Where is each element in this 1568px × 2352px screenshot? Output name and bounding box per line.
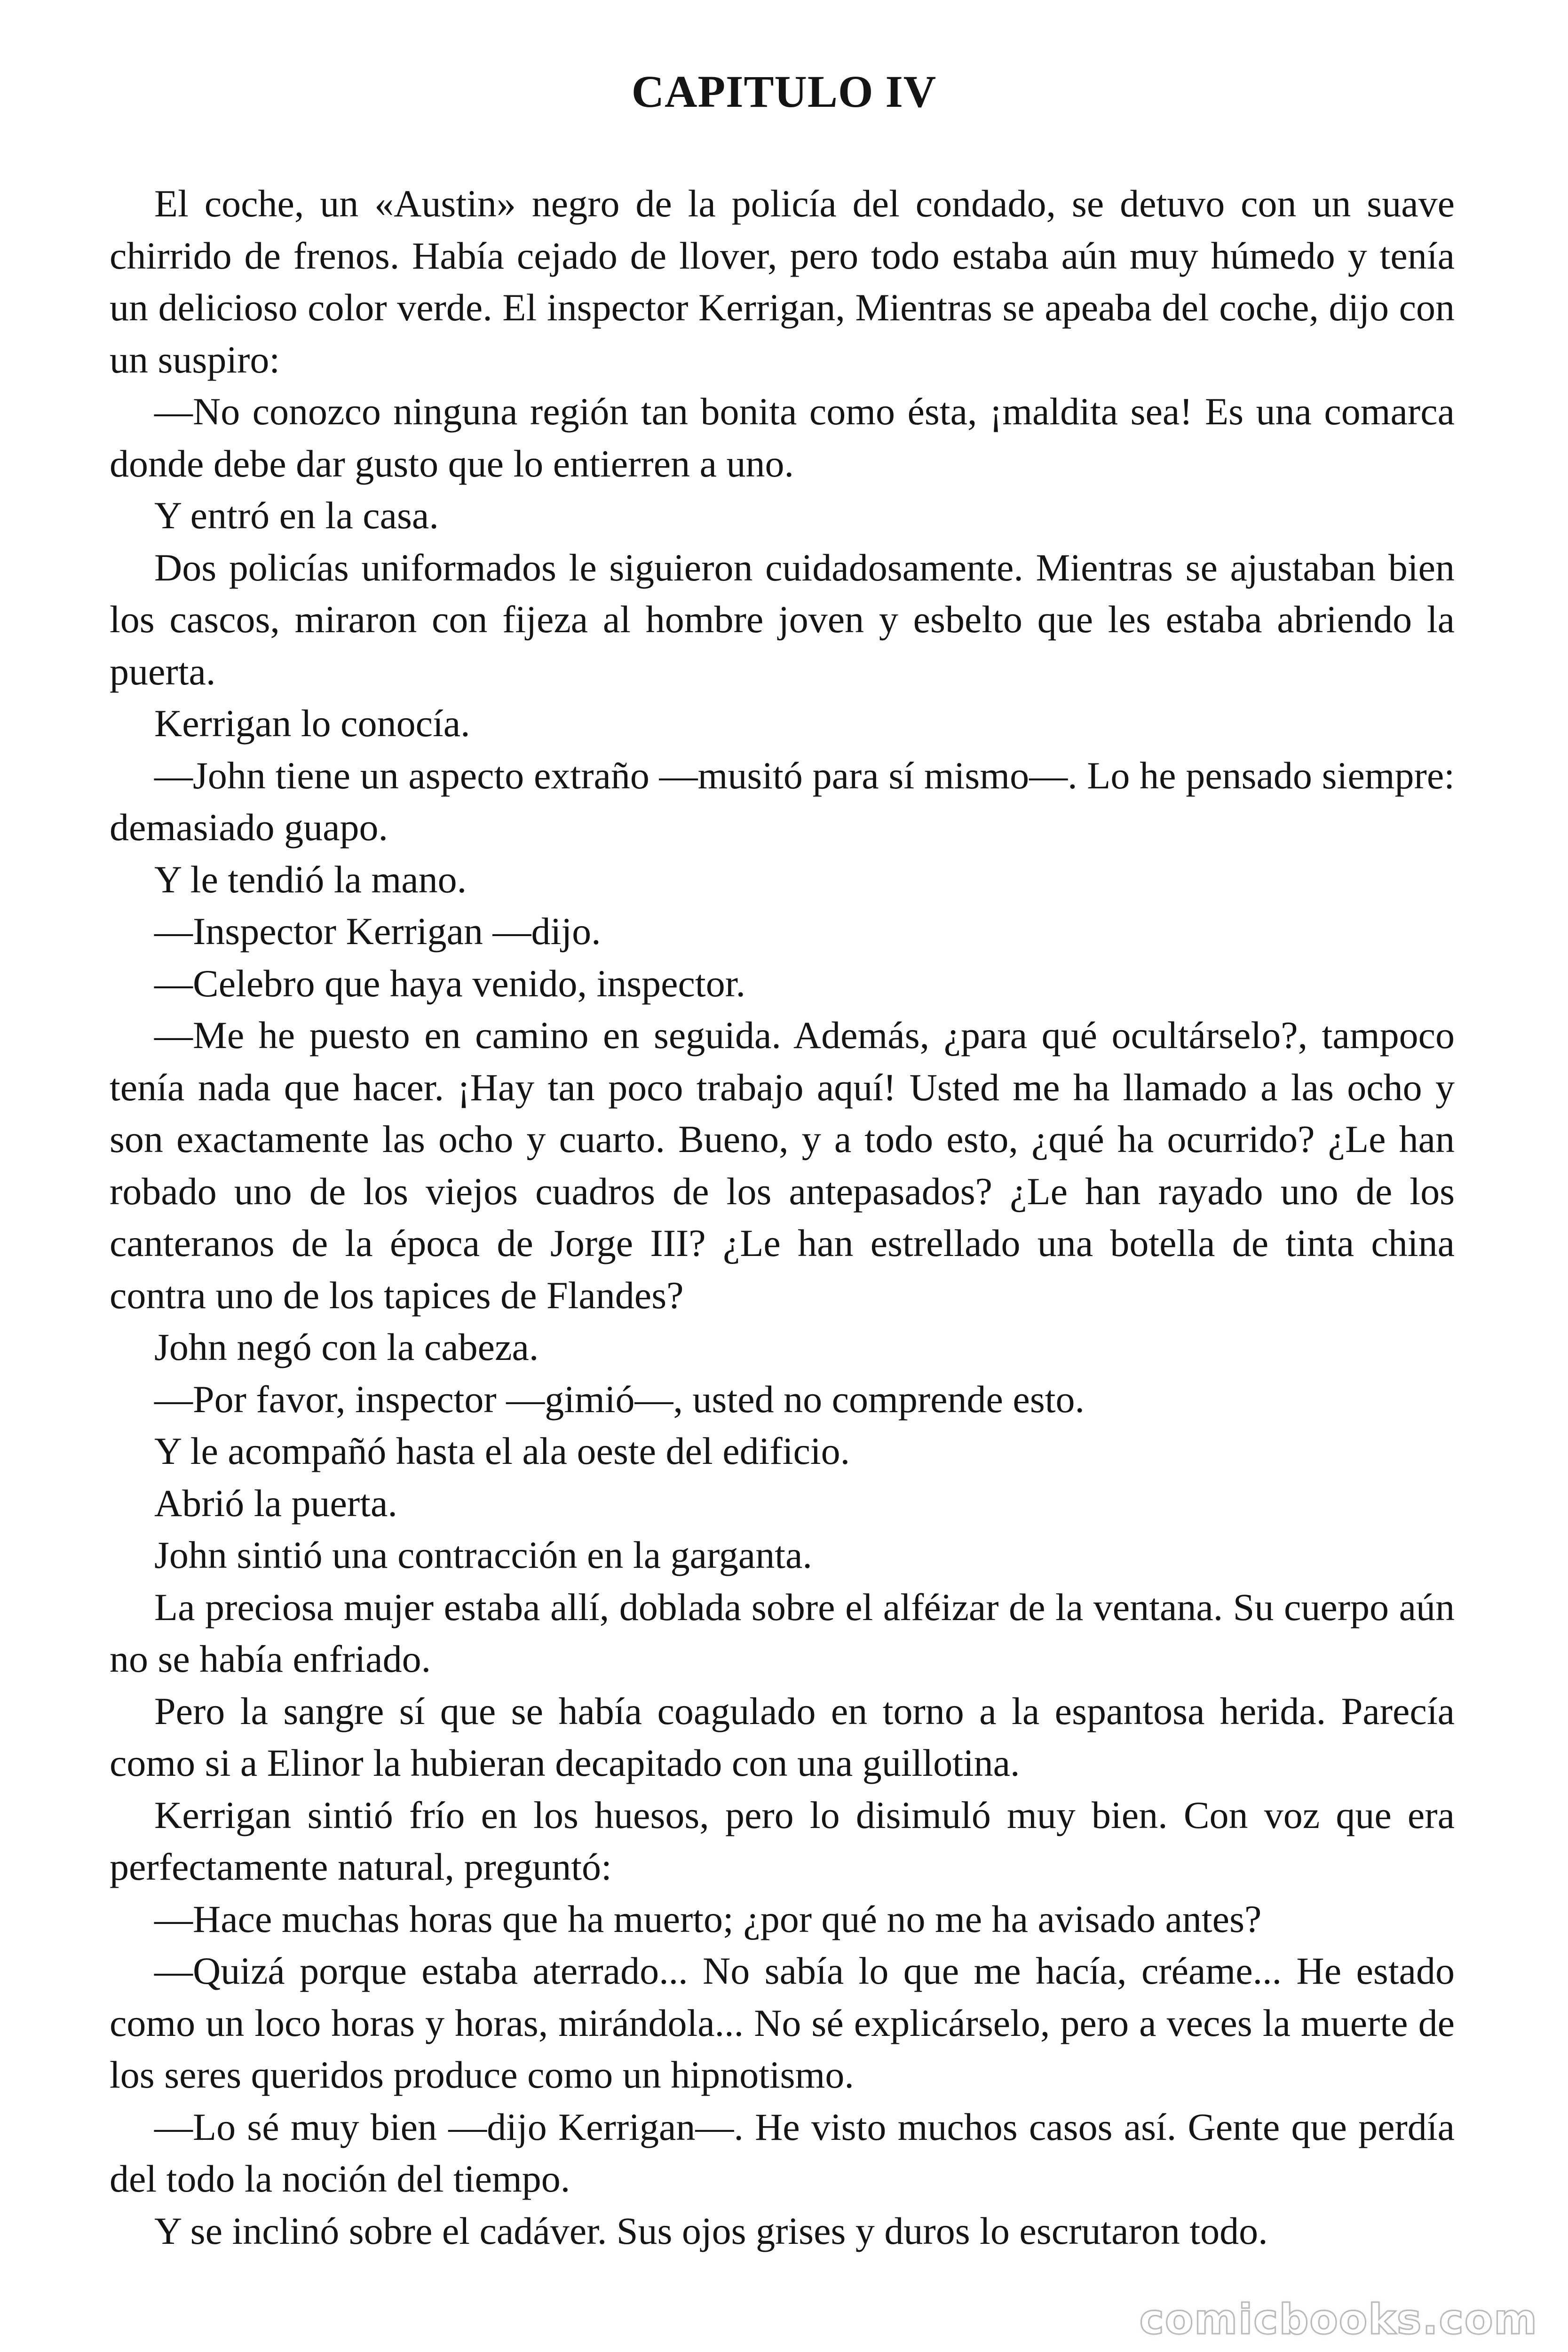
- paragraph: Dos policías uniformados le siguieron cuidadosamente. Mientras se ajustaban bien los cascos, miraron con fijeza al hombre joven y esbelto que les estaba abriendo la puerta.: [110, 546, 1455, 693]
- chapter-title: CAPITULO IV: [631, 66, 937, 117]
- paragraph: John negó con la cabeza.: [154, 1326, 539, 1368]
- paragraph: Y se inclinó sobre el cadáver. Sus ojos grises y duros lo escrutaron todo.: [154, 2209, 1268, 2252]
- paragraph: —Lo sé muy bien —dijo Kerrigan—. He visto muchos casos así. Gente que perdía del todo la noción del tiempo.: [110, 2105, 1455, 2200]
- paragraph: —Inspector Kerrigan —dijo.: [154, 910, 601, 953]
- paragraph: Abrió la puerta.: [154, 1481, 397, 1525]
- paragraph: Y le acompañó hasta el ala oeste del edificio.: [154, 1430, 850, 1472]
- paragraph: La preciosa mujer estaba allí, doblada sobre el alféizar de la ventana. Su cuerpo aún no se había enfriado.: [110, 1585, 1455, 1680]
- paragraph: Y le tendió la mano.: [154, 858, 467, 901]
- paragraph: —Me he puesto en camino en seguida. Además, ¿para qué ocultárselo?, tampoco tenía nada que hacer. ¡Hay tan poco trabajo aquí! Usted me ha llamado a las ocho y son exactamente las ocho y cuarto. Bueno, y a todo esto, ¿qué ha ocurrido? ¿Le han robado uno de los viejos cuadros de los antepasados? ¿Le han rayado uno de los canteranos de la época de Jorge III? ¿Le han estrellado una botella de tinta china contra uno de los tapices de Flandes?: [110, 1014, 1455, 1317]
- paragraph: —Celebro que haya venido, inspector.: [154, 961, 745, 1005]
- watermark-logo: comicbooks.com: [1139, 2295, 1538, 2344]
- paragraph: John sintió una contracción en la garganta.: [154, 1534, 812, 1576]
- paragraph: —Quizá porque estaba aterrado... No sabía lo que me hacía, créame... He estado como un loco horas y horas, mirándola... No sé explicárselo, pero a veces la muerte de los seres queridos produce como un hipnotismo.: [110, 1949, 1455, 2096]
- paragraph: Y entró en la casa.: [154, 494, 439, 537]
- paragraph: —John tiene un aspecto extraño —musitó para sí mismo—. Lo he pensado siempre: demasiado guapo.: [110, 754, 1455, 849]
- paragraph: —Por favor, inspector —gimió—, usted no comprende esto.: [154, 1377, 1085, 1421]
- paragraph: Pero la sangre sí que se había coagulado en torno a la espantosa herida. Parecía como si a Elinor la hubieran decapitado con una guillotina.: [110, 1689, 1455, 1784]
- paragraph: —Hace muchas horas que ha muerto; ¿por qué no me ha avisado antes?: [154, 1897, 1262, 1940]
- paragraph: El coche, un «Austin» negro de la policía del condado, se detuvo con un suave chirrido de frenos. Había cejado de llover, pero todo estaba aún muy húmedo y tenía un delicioso color verde. El inspector Kerrigan, Mientras se apeaba del coche, dijo con un suspiro:: [110, 182, 1455, 381]
- paragraph: —No conozco ninguna región tan bonita como ésta, ¡maldita sea! Es una comarca donde debe dar gusto que lo entierren a uno.: [110, 390, 1455, 485]
- paragraph: Kerrigan sintió frío en los huesos, pero lo disimuló muy bien. Con voz que era perfectamente natural, preguntó:: [110, 1793, 1455, 1888]
- paragraph: Kerrigan lo conocía.: [154, 702, 470, 745]
- body-text: [110, 178, 1455, 2257]
